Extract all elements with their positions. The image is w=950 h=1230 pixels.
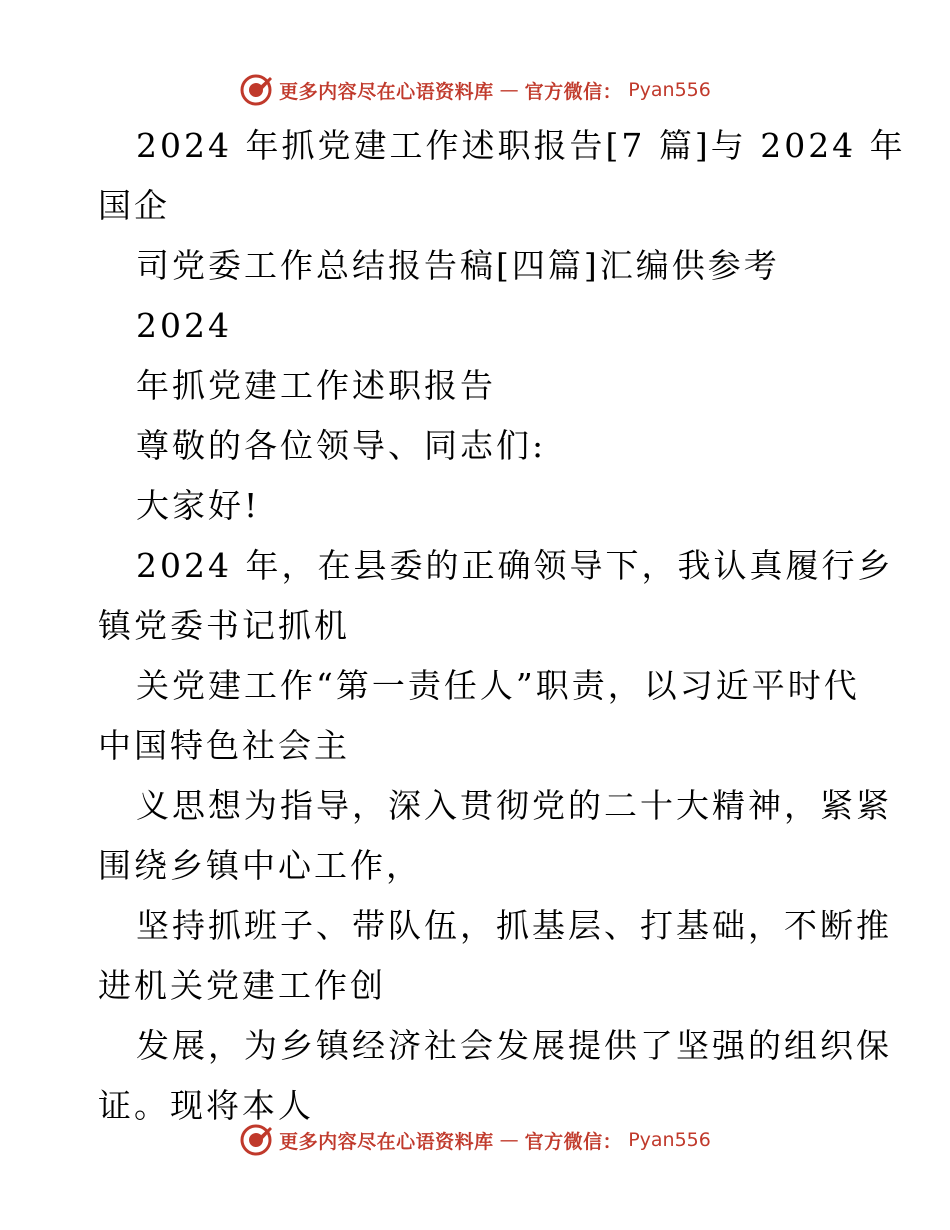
watermark-account: Pyan556 bbox=[628, 1129, 711, 1151]
watermark-label: 官方微信： bbox=[524, 1130, 623, 1153]
document-body bbox=[98, 116, 906, 1136]
watermark-separator: — bbox=[499, 1129, 519, 1151]
doc-line: 2024 年，在县委的正确领导下，我认真履行乡 bbox=[136, 546, 894, 585]
doc-line: 国企 bbox=[98, 186, 170, 225]
footer-watermark bbox=[0, 1120, 950, 1160]
doc-line: 围绕乡镇中心工作， bbox=[98, 846, 422, 885]
pen-logo-icon bbox=[239, 73, 273, 107]
header-watermark bbox=[0, 70, 950, 110]
watermark-text: 更多内容尽在心语资料库 bbox=[279, 1130, 494, 1153]
watermark-account: Pyan556 bbox=[628, 79, 711, 101]
doc-line: 中国特色社会主 bbox=[98, 726, 350, 765]
doc-line: 2024 bbox=[136, 306, 232, 345]
doc-line: 司党委工作总结报告稿[四篇]汇编供参考 bbox=[136, 246, 780, 285]
doc-line: 进机关党建工作创 bbox=[98, 966, 386, 1005]
doc-line: 大家好! bbox=[136, 486, 261, 525]
doc-line: 证。现将本人 bbox=[98, 1086, 314, 1125]
doc-line: 年抓党建工作述职报告 bbox=[136, 366, 496, 405]
doc-line: 镇党委书记抓机 bbox=[98, 606, 350, 645]
doc-line: 义思想为指导，深入贯彻党的二十大精神，紧紧 bbox=[136, 786, 892, 825]
watermark-text: 更多内容尽在心语资料库 bbox=[279, 80, 494, 103]
pen-logo-icon bbox=[239, 1123, 273, 1157]
doc-line: 坚持抓班子、带队伍，抓基层、打基础，不断推 bbox=[136, 906, 892, 945]
doc-line: 2024 年抓党建工作述职报告[7 篇]与 2024 年 bbox=[136, 126, 906, 165]
doc-line: 发展，为乡镇经济社会发展提供了坚强的组织保 bbox=[136, 1026, 892, 1065]
doc-line: 尊敬的各位领导、同志们: bbox=[136, 426, 547, 465]
doc-line: 关党建工作“第一责任人”职责，以习近平时代 bbox=[136, 666, 860, 705]
watermark-separator: — bbox=[499, 79, 519, 101]
watermark-label: 官方微信： bbox=[524, 80, 623, 103]
